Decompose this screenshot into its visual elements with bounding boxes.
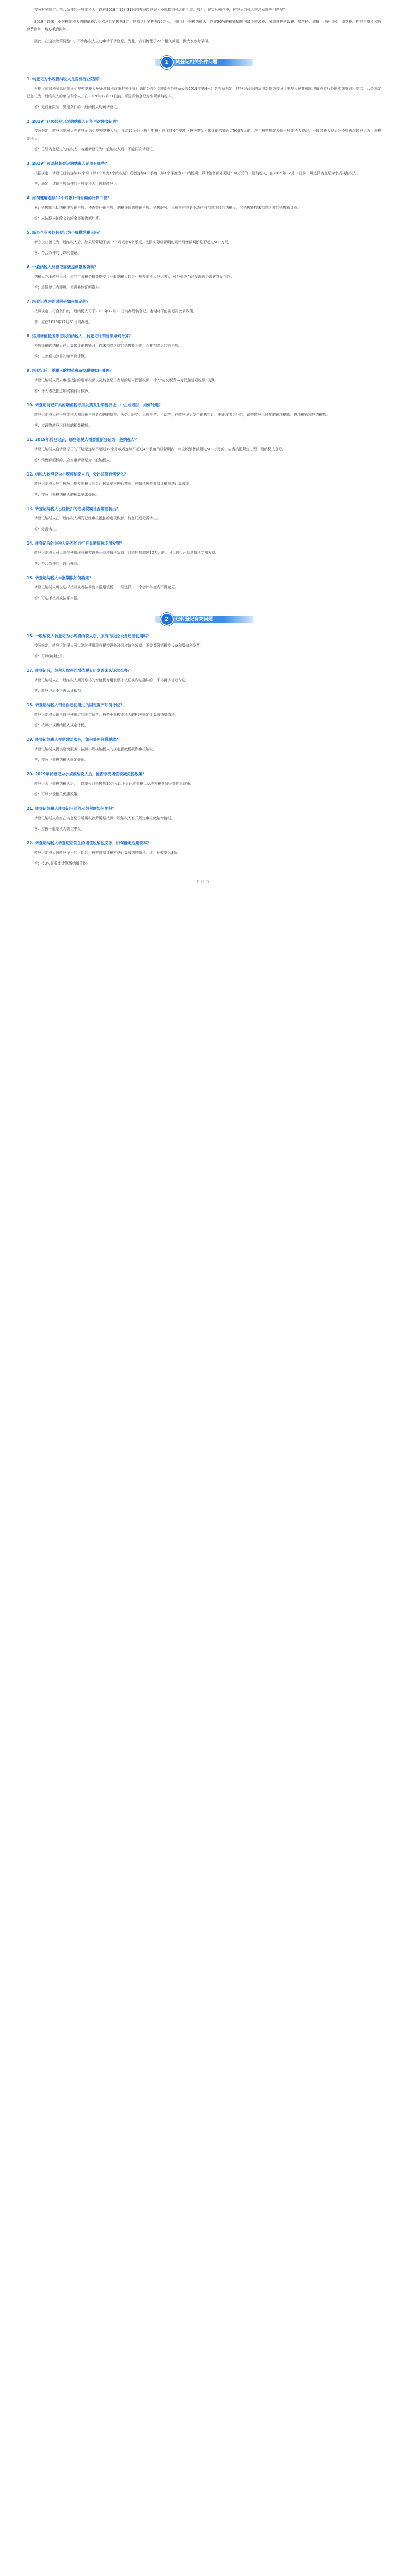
question-heading: 22. 转登记纳税人转登记后发生的增值税纳税义务，如何确定适用税率？ <box>27 841 151 845</box>
qa-item <box>27 667 381 695</box>
qa-item <box>27 701 381 730</box>
answer-paragraph: 转登记纳税人销售自己使用过的固定资产，按照小规模纳税人的相关规定计算缴纳增值税。 <box>34 713 178 717</box>
section-number-badge: 1 <box>160 56 174 69</box>
qa-item <box>27 401 381 430</box>
answer-summary: 答：填报登记表即可，无需其他证明资料。 <box>34 285 103 290</box>
question-heading: 2. 2019年已经转登记过的纳税人还能再次转登记吗？ <box>27 119 121 124</box>
sections <box>27 56 381 868</box>
answer-summary: 答：按3%征收率计算缴纳增值税。 <box>34 861 91 866</box>
qa-item <box>27 632 381 660</box>
answer-summary: 答：应按一般纳税人规定申报。 <box>34 827 84 831</box>
answer-paragraph: 转登记纳税人在一般纳税人期间已经申报抵扣的进项税额，转登记后无需转出。 <box>34 516 160 520</box>
question-heading: 15. 转登记纳税人申报期限如何确定？ <box>27 575 93 580</box>
question-heading: 20. 2019年转登记为小规模纳税人后，能否享受增值税减免税政策？ <box>27 772 146 776</box>
answer-summary: 答：无行业限制，满足条件的一般纳税人均可转登记。 <box>34 105 121 109</box>
answer-paragraph: 转登记纳税人提供建筑服务，按照小规模纳税人的规定预缴税款和申报纳税。 <box>34 747 157 751</box>
answer-paragraph: 转登记纳税人在一般纳税人期间取得的增值税专用发票未认证或勾选确认的，不得再认证或勾选。 <box>34 678 189 682</box>
question-heading: 16. 一般纳税人转登记为小规模纳税人后，原有的税控设备还能使用吗？ <box>27 634 151 638</box>
answer-paragraph: 按照规定，符合条件的一般纳税人可于2019年12月31日前办理转登记，逾期将不能再适用此项政策。 <box>34 309 197 313</box>
answer-paragraph: 转登记纳税人应当按照小规模纳税人的会计核算要求进行核算，增值税按照简易计税方法计算缴纳。 <box>34 482 193 486</box>
qa-item <box>27 298 381 326</box>
answer-summary: 答：应在2019年12月31日前办理。 <box>34 320 92 324</box>
section-banner <box>155 613 253 626</box>
answer-paragraph: 转登记为小规模纳税人后，可以享受月销售额10万元以下免征增值税以及地方税费减征等优惠政策。 <box>34 782 194 786</box>
answer-summary: 答：无需转出。 <box>34 527 59 531</box>
qa-item <box>27 194 381 223</box>
answer-summary: 答：计入待抵扣进项税额科目核算。 <box>34 389 92 393</box>
answer-summary: 答：按照小规模纳税人规定计税。 <box>34 723 88 727</box>
answer-summary: 答：可选择按月或按季申报。 <box>34 596 81 600</box>
answer-summary: 答：可以继续使用。 <box>34 654 66 658</box>
question-heading: 21. 转登记纳税人转登记日前的应纳税额如何申报？ <box>27 806 116 811</box>
answer-paragraph: 纳税人办理转登记时，应向主管税务机关提交《一般纳税人转为小规模纳税人登记表》，税务机关当场受理并办理转登记手续。 <box>34 275 234 279</box>
answer-summary: 答：按照小规模纳税人的核算要求处理。 <box>34 493 99 497</box>
answer-paragraph: 差额征税的纳税人在计算累计销售额时，以未扣除之前的销售额为准，而非扣除后的销售额。 <box>34 344 182 348</box>
question-heading: 17. 转登记后，纳税人取得的增值税专用发票未认证怎么办？ <box>27 668 132 673</box>
qa-item <box>27 470 381 499</box>
question-heading: 18. 转登记纳税人销售自己使用过的固定资产如何计税？ <box>27 703 124 707</box>
qa-item <box>27 263 381 292</box>
answer-paragraph: 按照规定，转登记纳税人可以继续使用现有税控设备开具增值税发票，不需要缴销税控设备和增值税发票。 <box>34 643 203 648</box>
qa-item <box>27 229 381 257</box>
answer-paragraph: 新办企业登记为一般纳税人后，如果经营期不满12个月或者4个季度，按照实际经营期的累计销售额判断是否超过500万元。 <box>34 240 232 244</box>
answer-summary: 答：符合条件的可自行开具。 <box>34 562 81 566</box>
qa-item <box>27 75 381 111</box>
question-heading: 3. 2019年可选择转登记的纳税人范围有哪些？ <box>27 161 109 166</box>
question-heading: 5. 新办企业可以转登记为小规模纳税人吗？ <box>27 230 102 235</box>
section-banner <box>155 56 253 69</box>
answer-summary: 答：满足上述销售额条件的一般纳税人可选择转登记。 <box>34 182 121 186</box>
article-page <box>0 0 408 905</box>
answer-summary: 答：符合条件的可以转登记。 <box>34 251 81 255</box>
answer-paragraph: 转登记纳税人自转登记日的下期起，按照简易计税方法计算缴纳增值税，适用征收率为3%。 <box>34 851 181 855</box>
answer-summary: 答：销售额超标的，应当重新登记为一般纳税人。 <box>34 458 113 462</box>
question-heading: 9. 转登记后，纳税人的增值税留抵税额如何处理？ <box>27 368 114 373</box>
qa-item <box>27 839 381 868</box>
qa-item <box>27 539 381 568</box>
answer-paragraph: 转登记纳税人自转登记日的下期起连续不超过12个月或者连续不超过4个季度的经营期内，年应税销售额超过500万元的，应当按照规定办理一般纳税人登记。 <box>34 447 286 451</box>
answer-summary: 答：转登记后不得再认证抵扣。 <box>34 689 84 693</box>
qa-item <box>27 332 381 361</box>
answer-paragraph: 根据规定，转登记日前连续12个月（以1个月为1个纳税期）或者连续4个季度（以1个季度为1个纳税期）累计销售额未超过500万元的一般纳税人，在2019年12月31日前，可选择转登记为小规模纳税人。 <box>34 171 361 175</box>
answer-paragraph: 转登记纳税人可以选择按月或者按季度申报增值税，一经选择，一个会计年度内不得变更。 <box>34 585 178 589</box>
answer-summary: 答：可以享受相关优惠政策。 <box>34 792 81 796</box>
qa-item <box>27 805 381 833</box>
question-heading: 12. 纳税人转登记为小规模纳税人后，会计核算有何变化？ <box>27 472 128 477</box>
answer-paragraph: 转登记纳税人应当在转登记日所属税款所属期按照一般纳税人有关规定申报缴纳增值税。 <box>34 816 175 820</box>
qa-item <box>27 436 381 464</box>
answer-paragraph: 按照规定，转登记纳税人在转登记为小规模纳税人后，连续12个月（按月申报）或连续4个季度（按季申报）累计销售额超过500万元的，应当按照规定办理一般纳税人登记，一般纳税人登记后不得再次转登记为小规模纳税人。 <box>27 129 381 141</box>
qa-item <box>27 574 381 602</box>
intro-paragraph: 因此，在这次政策调整中，不少纳税人主动申请了转登记。为此，我们梳理了22个相关问题，供大家参考学习。 <box>34 39 212 43</box>
answer-paragraph: 根据《国家税务总局关于小规模纳税人免征增值税政策有关征管问题的公告》（国家税务总局公告2019年第4号）第五条规定，转登记政策的适用对象为按照《中华人民共和国增值税暂行条例实施细则》第二十八条规定已登记为一般纳税人的单位和个人，在2019年12月31日前，可选择转登记为小规模纳税人。 <box>27 87 381 98</box>
end-mark: END <box>197 880 211 884</box>
answer-summary: 答：应调整转登记日前的相关税额。 <box>34 423 92 428</box>
section-number-badge: 2 <box>160 613 174 626</box>
question-heading: 8. 适用增值税差额征税的纳税人，转登记时销售额如何计算？ <box>27 334 133 338</box>
question-heading: 4. 如何理解连续12个月累计销售额的计算口径？ <box>27 196 111 200</box>
qa-item <box>27 770 381 799</box>
question-heading: 19. 转登记纳税人提供建筑服务，如何处理预缴税款？ <box>27 737 120 742</box>
question-heading: 6. 一般纳税人转登记需要提供哪些资料？ <box>27 265 98 269</box>
question-heading: 13. 转登记纳税人已经抵扣的进项税额是否需要转出？ <box>27 506 120 511</box>
answer-summary: 答：按照小规模纳税人规定处理。 <box>34 758 88 762</box>
question-heading: 10. 转登记前已开具的增值税专用发票发生销售折让、中止或退回，如何处理？ <box>27 403 163 408</box>
question-heading: 1. 转登记为小规模纳税人是否有行业限制？ <box>27 77 102 81</box>
intro-paragraph: 2019年以来，小规模纳税人的增值税起征点从月销售额3万元提高到月销售额10万元，同时对小规模纳税人可以在50%的税额幅度内减征资源税、城市维护建设税、房产税、城镇土地使用税、印花税、耕地占用税和教育费附加、地方教育附加。 <box>27 20 381 31</box>
section-title: 转登记相关条件问题 <box>176 60 218 65</box>
intro-paragraph: 按照有关规定，符合条件的一般纳税人可以在2019年12月31日前办理转登记为小规模纳税人的手续。那么，在实际操作中，转登记纳税人应注意哪些问题呢？ <box>34 8 287 12</box>
qa-item <box>27 117 381 154</box>
qa-item <box>27 505 381 533</box>
section-title: 已转登记有关问题 <box>176 617 213 622</box>
answer-summary: 答：已经转登记过的纳税人，若重新登记为一般纳税人后，不能再次转登记。 <box>34 147 157 151</box>
intro <box>27 6 381 45</box>
qa-item <box>27 160 381 188</box>
qa-item <box>27 736 381 764</box>
qa-item <box>27 367 381 395</box>
answer-summary: 答：应按照未扣除之前的全部销售额计算。 <box>34 216 103 221</box>
question-heading: 7. 转登记办理的时限是如何规定的？ <box>27 299 91 304</box>
answer-paragraph: 转登记纳税人尚未申报抵扣的进项税额以及转登记日当期的期末留抵税额，计入“应交税费—待抵扣进项税额”核算。 <box>34 378 218 382</box>
question-heading: 11. 2019年转登记后，哪些纳税人需要重新登记为一般纳税人？ <box>27 437 139 442</box>
answer-paragraph: 累计销售额包括纳税申报销售额、稽查查补销售额、纳税评估调整销售额。销售服务、无形资产或者不动产有扣除项目的纳税人，其销售额按未扣除之前的销售额计算。 <box>34 206 301 210</box>
question-heading: 14. 转登记后的纳税人是否能自行开具增值税专用发票？ <box>27 541 124 546</box>
answer-paragraph: 转登记纳税人可以继续使用现有税控设备开具增值税发票，月销售额超过10万元的，可以自行开具增值税专用发票。 <box>34 551 219 555</box>
answer-paragraph: 转登记纳税人在一般纳税人期间销售或者购进的货物、劳务、服务、无形资产、不动产，在转登记后发生销售折让、中止或者退回的，调整转登记日前的销项税额、进项税额和应纳税额。 <box>34 413 330 417</box>
answer-summary: 答：以差额扣除前的销售额计算。 <box>34 354 88 359</box>
